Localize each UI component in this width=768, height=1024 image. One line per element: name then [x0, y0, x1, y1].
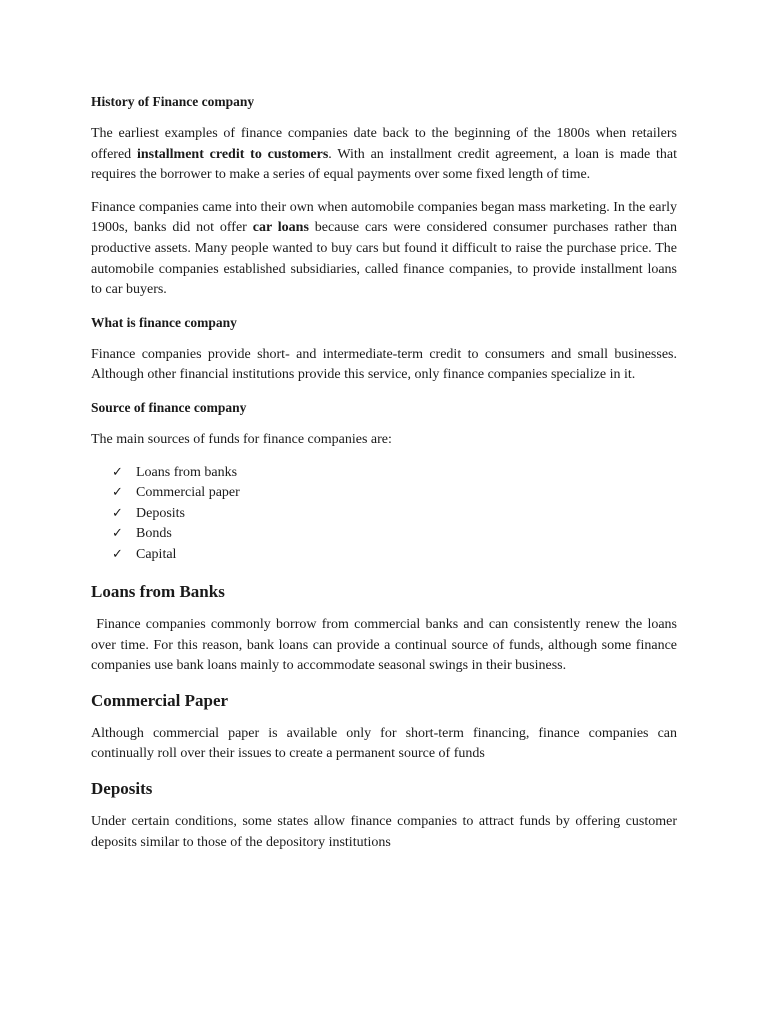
list-item: [91, 545, 677, 566]
deposits-paragraph: Under certain conditions, some states allow finance companies to attract funds by offering customer deposits similar to those of the depository institutions: [91, 814, 677, 850]
history-p2-bold-phrase: car loans: [252, 220, 309, 236]
checkmark-icon: ✓: [112, 546, 123, 562]
history-p1-text-after: . With an installment credit agreement, a loan is made that requires the borrower to make a series of equal payments over some fixed length of time.: [91, 146, 677, 183]
list-item: [91, 504, 677, 525]
loans-heading: Loans from Banks: [91, 582, 225, 602]
list-item-label: Deposits: [136, 505, 185, 521]
checkmark-icon: ✓: [112, 526, 123, 542]
what-is-paragraph: Finance companies provide short- and intermediate-term credit to consumers and small businesses. Although other financial institutions provide this service, only finance companies specialize in it.: [91, 346, 677, 383]
deposits-heading: Deposits: [91, 779, 153, 798]
list-item: [91, 463, 677, 484]
checkmark-icon: ✓: [112, 464, 123, 480]
history-paragraph-2: [91, 198, 677, 301]
loans-paragraph: Finance companies commonly borrow from commercial banks and can consistently renew the loans over time. For this reason, bank loans can provide a continual source of funds, although some finance companies use bank loans mainly to accommodate seasonal swings in their business.: [91, 617, 681, 674]
list-item-label: Bonds: [136, 526, 172, 542]
list-item: [91, 524, 677, 545]
list-item-label: Loans from banks: [136, 464, 238, 480]
checkmark-icon: ✓: [112, 485, 123, 501]
source-intro: The main sources of funds for finance companies are:: [91, 431, 392, 447]
history-p2-text-after: because cars were considered consumer purchases rather than productive assets. Many people wanted to buy cars but found it difficult to raise the purchase price. The automobile companies established subsidiaries, called finance companies, to provide installment loans to car buyers.: [91, 220, 677, 298]
commercial-paper-paragraph: Although commercial paper is available only for short-term financing, finance companies can continually roll over their issues to create a permanent source of funds: [91, 725, 677, 762]
source-heading: Source of finance company: [91, 399, 247, 415]
history-p1-text-before: The earliest examples of finance companies date back to the beginning of the 1800s when retailers offered: [91, 126, 677, 162]
history-p2-text-before: Finance companies came into their own when automobile companies began mass marketing. In the early 1900s, banks did not offer: [91, 199, 677, 236]
commercial-paper-heading: Commercial Paper: [91, 690, 229, 710]
list-item-label: Capital: [136, 546, 177, 562]
history-heading: History of Finance company: [91, 94, 255, 109]
what-is-heading: What is finance company: [91, 314, 237, 330]
document-page: [91, 92, 681, 853]
source-list: [91, 463, 677, 566]
checkmark-icon: ✓: [112, 505, 123, 521]
list-item-label: Commercial paper: [136, 485, 240, 501]
list-item: [91, 483, 677, 504]
history-paragraph-1: [91, 124, 677, 186]
history-p1-bold-phrase: installment credit to customers: [136, 146, 329, 162]
